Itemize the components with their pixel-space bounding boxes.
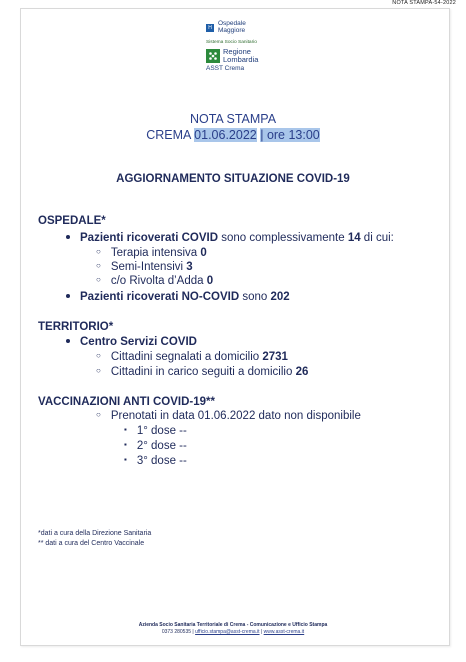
- bullet-icon: [66, 339, 70, 343]
- list-item: ▪ 3° dose --: [124, 455, 187, 467]
- list-item: Pazienti ricoverati NO-COVID sono 202: [66, 291, 290, 303]
- logo-asst: ASST Crema: [206, 65, 245, 72]
- list-item: ○ Semi-Intensivi 3: [96, 261, 193, 273]
- city-label: CREMA: [146, 128, 191, 142]
- circle-bullet-icon: ○: [96, 410, 101, 420]
- list-item: ○ Cittadini segnalati a domicilio 2731: [96, 351, 288, 363]
- footnote-2: ** dati a cura del Centro Vaccinale: [38, 540, 145, 547]
- hospital-icon: H: [206, 24, 214, 32]
- logo-regione: Regione: [223, 47, 251, 56]
- circle-bullet-icon: ○: [96, 366, 101, 376]
- territorio-heading: TERRITORIO*: [38, 321, 114, 333]
- logo-maggiore: Maggiore: [218, 26, 246, 34]
- list-item: ▪ 2° dose --: [124, 440, 187, 452]
- circle-bullet-icon: ○: [96, 261, 101, 271]
- square-bullet-icon: ▪: [124, 440, 127, 450]
- bullet-icon: [66, 235, 70, 239]
- nota-stampa-label: NOTA STAMPA: [189, 112, 277, 126]
- footer-org: Azienda Socio Sanitaria Territoriale di Crema - Comunicazione e Ufficio Stampa: [138, 622, 328, 628]
- footer-email-link[interactable]: ufficio.stampa@asst-crema.it: [195, 629, 260, 635]
- footer-phone: 0373 280535: [161, 629, 192, 635]
- time-value: | ore 13:00: [260, 128, 320, 142]
- list-item: ▪ 1° dose --: [124, 425, 187, 437]
- list-item: ○ Terapia intensiva 0: [96, 247, 207, 259]
- list-item: ○ Cittadini in carico seguiti a domicilio 26: [96, 366, 309, 378]
- vaccinazioni-heading: VACCINAZIONI ANTI COVID-19**: [38, 396, 215, 408]
- circle-bullet-icon: ○: [96, 275, 101, 285]
- footer-contacts: 0373 280535 | ufficio.stampa@asst-crema.it | www.asst-crema.it: [161, 629, 305, 635]
- ospedale-heading: OSPEDALE*: [38, 215, 106, 227]
- regione-lombardia-icon: [206, 49, 220, 63]
- list-item: ○ Prenotati in data 01.06.2022 dato non disponibile: [96, 410, 361, 422]
- list-item: ○ c/o Rivolta d’Adda 0: [96, 275, 214, 287]
- footnote-1: *dati a cura della Direzione Sanitaria: [38, 530, 152, 537]
- square-bullet-icon: ▪: [124, 425, 127, 435]
- bullet-icon: [66, 294, 70, 298]
- list-item: Pazienti ricoverati COVID sono complessivamente 14 di cui:: [66, 232, 394, 244]
- footer-web-link[interactable]: www.asst-crema.it: [263, 629, 305, 635]
- page-title: AGGIORNAMENTO SITUAZIONE COVID-19: [116, 173, 350, 185]
- circle-bullet-icon: ○: [96, 351, 101, 361]
- document-code: NOTA STAMPA-54-2022: [392, 0, 456, 6]
- asst-logo: [206, 21, 286, 72]
- date-value: 01.06.2022: [194, 128, 257, 142]
- square-bullet-icon: ▪: [124, 455, 127, 465]
- date-line: [0, 128, 466, 142]
- list-item: Centro Servizi COVID: [66, 336, 197, 348]
- circle-bullet-icon: ○: [96, 247, 101, 257]
- logo-ospedale: Ospedale: [218, 20, 246, 27]
- logo-sistema: Sistema Socio Sanitario: [206, 40, 257, 45]
- logo-lombardia: Lombardia: [223, 54, 259, 64]
